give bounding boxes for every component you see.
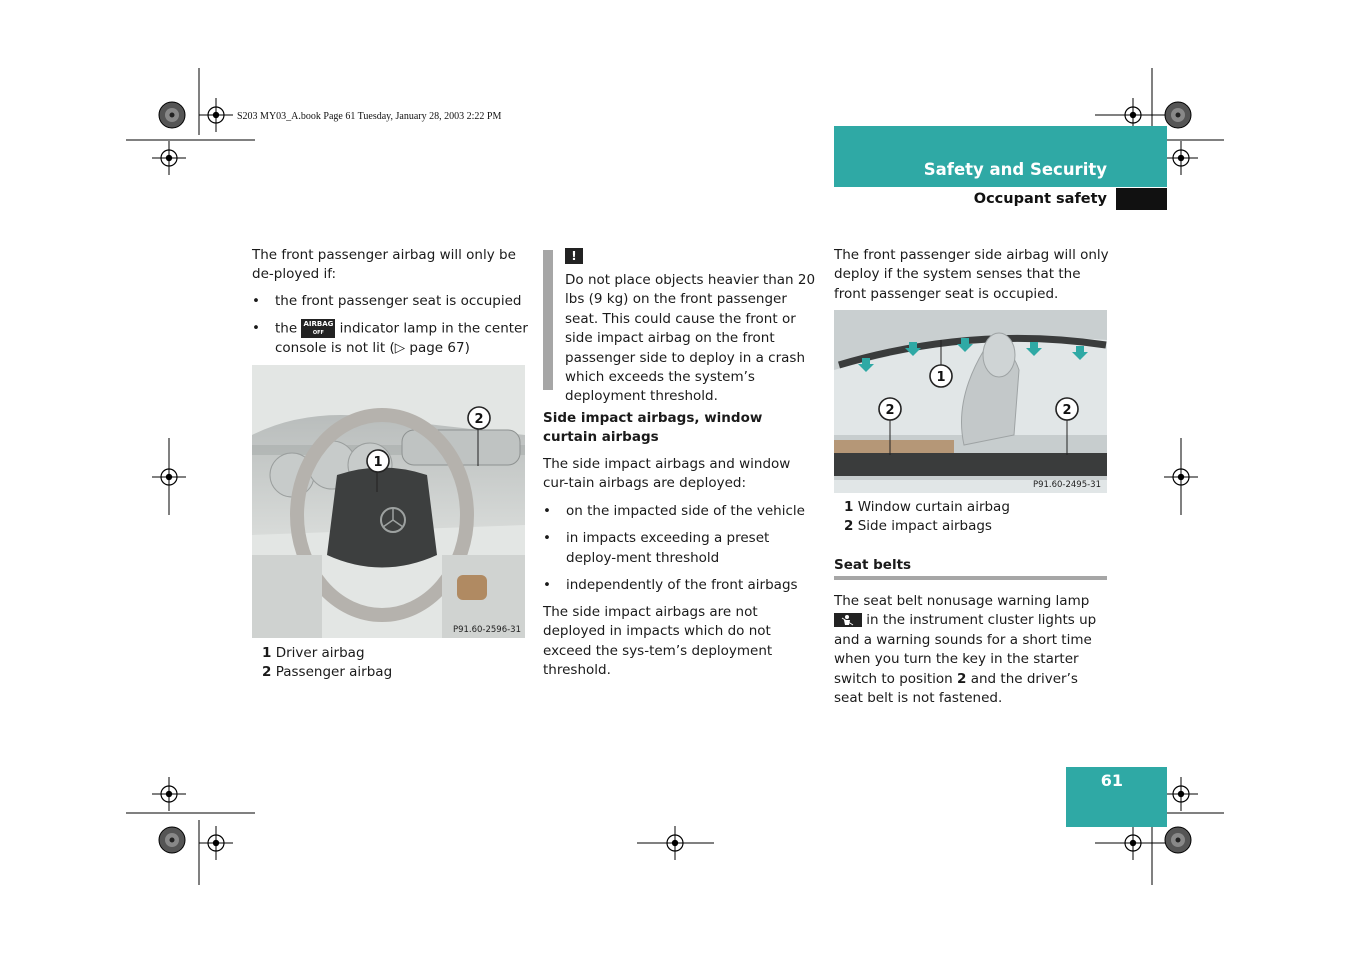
section-title: Safety and Security bbox=[923, 160, 1107, 179]
print-info-line: S203 MY03_A.book Page 61 Tuesday, January 28, 2003 2:22 PM bbox=[237, 111, 502, 122]
svg-text:2: 2 bbox=[885, 403, 895, 418]
seat-belt-warning-icon bbox=[834, 613, 862, 627]
heading-rule bbox=[834, 576, 1107, 580]
callout-2 bbox=[1056, 398, 1078, 420]
seat-belt-paragraph bbox=[834, 592, 1109, 708]
subsection-title: Occupant safety bbox=[973, 191, 1107, 207]
svg-text:2: 2 bbox=[1062, 403, 1072, 418]
badge-top: AIRBAG bbox=[303, 320, 334, 329]
col1-legend bbox=[262, 644, 392, 683]
svg-text:2: 2 bbox=[474, 412, 484, 427]
steering-wheel-figure bbox=[252, 365, 525, 638]
list-item bbox=[252, 319, 528, 358]
airbag-off-indicator-icon bbox=[301, 319, 335, 338]
para-mid: in the instrument cluster lights up and a warning sounds for a short time when you turn the key in the starter switch to position bbox=[834, 612, 1097, 687]
col1-bullet-list bbox=[252, 292, 528, 367]
svg-text:1: 1 bbox=[373, 455, 383, 470]
callout-1 bbox=[367, 450, 389, 472]
col1-intro: The front passenger airbag will only be de-ployed if: bbox=[252, 247, 516, 283]
callout-1 bbox=[930, 365, 952, 387]
col3-legend bbox=[844, 498, 1010, 537]
svg-text:1: 1 bbox=[936, 370, 946, 385]
warning-text: Do not place objects heavier than 20 lbs (9 kg) on the front passenger seat. This could cause the front or side impact airbag on the front passenger side to deploy in a crash which exceeds the system’s deployment threshold. bbox=[565, 272, 816, 405]
legend-item: 1 Driver airbag bbox=[262, 645, 365, 661]
callout-2 bbox=[468, 407, 490, 429]
seat-belts-heading: Seat belts bbox=[834, 557, 912, 573]
legend-item: 2 Side impact airbags bbox=[844, 518, 992, 535]
curtain-airbag-figure bbox=[834, 310, 1107, 493]
list-item: • the front passenger seat is occupied bbox=[252, 292, 528, 311]
header-black-tab bbox=[1116, 188, 1167, 210]
list-item: • on the impacted side of the vehicle bbox=[543, 502, 815, 521]
warning-bar bbox=[543, 250, 553, 390]
page-number: 61 bbox=[1100, 771, 1123, 790]
bullet-post: indicator lamp in the center console is not lit (▷ page 67) bbox=[275, 320, 528, 357]
callout-2 bbox=[879, 398, 901, 420]
col2-intro: The side impact airbags and window cur-tain airbags are deployed: bbox=[543, 456, 791, 492]
list-item: • in impacts exceeding a preset deploy-ment threshold bbox=[543, 529, 815, 568]
side-airbags-heading: Side impact airbags, window curtain airbags bbox=[543, 410, 763, 445]
warning-icon: ! bbox=[565, 248, 583, 264]
para-pre: The seat belt nonusage warning lamp bbox=[834, 593, 1090, 609]
badge-bottom: OFF bbox=[312, 330, 324, 337]
col3-intro: The front passenger side airbag will only deploy if the system senses that the front passenger seat is occupied. bbox=[834, 247, 1109, 302]
figure-code: P91.60-2495-31 bbox=[1032, 480, 1101, 490]
list-item: • independently of the front airbags bbox=[543, 576, 815, 595]
col2-bullet-list bbox=[543, 502, 815, 604]
figure-code: P91.60-2596-31 bbox=[452, 625, 521, 635]
para-bold: 2 bbox=[957, 670, 967, 687]
para-post: and the driver’s seat belt is not fastened. bbox=[834, 670, 1078, 707]
col2-closing: The side impact airbags are not deployed in impacts which do not exceed the sys-tem’s deployment threshold. bbox=[543, 604, 773, 679]
legend-item: 1 Window curtain airbag bbox=[844, 499, 1010, 515]
legend-item: 2 Passenger airbag bbox=[262, 664, 393, 681]
bullet-pre: the bbox=[275, 320, 298, 337]
